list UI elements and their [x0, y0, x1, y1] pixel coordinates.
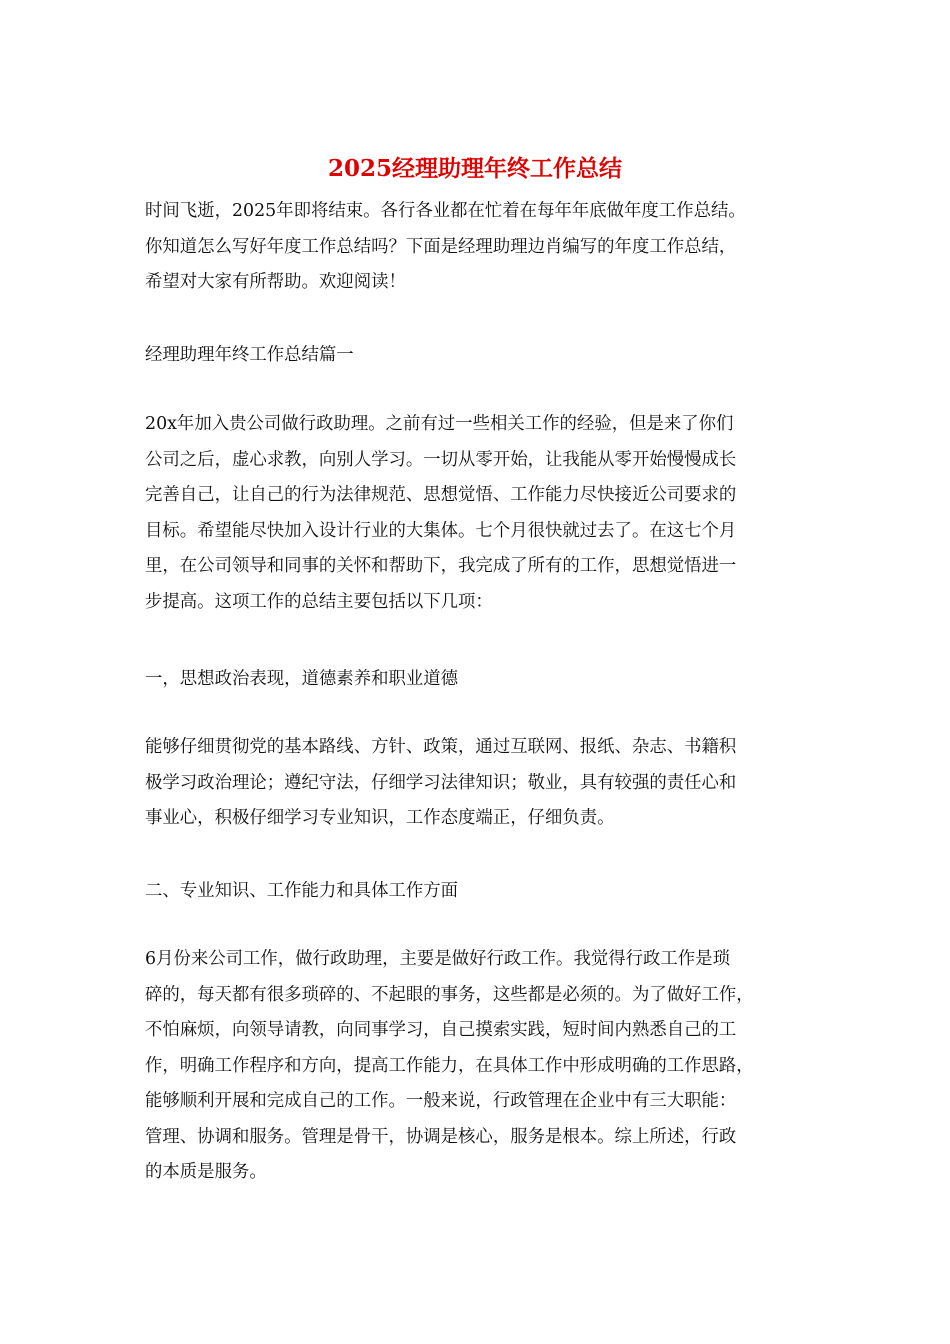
politics-paragraph: 能够仔细贯彻党的基本路线、方针、政策，通过互联网、报纸、杂志、书籍积 极学习政治理论；遵纪守法，仔细学习法律知识；敬业，具有较强的责任心和 事业心，积极仔细学习专业知识，工作态度端正，仔细负责。: [145, 737, 737, 828]
joining-paragraph: 20x年加入贵公司做行政助理。之前有过一些相关工作的经验，但是来了你们 公司之后，虚心求教，向别人学习。一切从零开始，让我能从零开始慢慢成长 完善自己，让自己的行为法律规范、思想觉悟、工作能力尽快接近公司要求的 目标。希望能尽快加入设计行业的大集体。七个月很快就过去了。在这七个月 里，在公司领导和同事的关怀和帮助下，我完成了所有的工作，思想觉悟进一 步提高。这项工作的总结主要包括以下几项：: [145, 414, 737, 612]
work-paragraph: 6月份来公司工作，做行政助理，主要是做好行政工作。我觉得行政工作是琐 碎的，每天都有很多琐碎的、不起眼的事务，这些都是必须的。为了做好工作， 不怕麻烦，向领导请教，向同事学习，自己摸索实践，短时间内熟悉自己的工 作，明确工作程序和方向，提高工作能力，在具体工作中形成明确的工作思路， 能够顺利开展和完成自己的工作。一般来说，行政管理在企业中有三大职能： 管理、协调和服务。管理是骨干，协调是核心，服务是根本。综上所述，行政 的本质是服务。: [145, 949, 754, 1182]
heading-work: 二、专业知识、工作能力和具体工作方面: [145, 881, 459, 901]
heading-politics: 一，思想政治表现，道德素养和职业道德: [145, 669, 459, 689]
intro-paragraph: 时间飞逝，2025年即将结束。各行各业都在忙着在每年年底做年度工作总结。 你知道怎么写好年度工作总结吗？下面是经理助理边肖编写的年度工作总结， 希望对大家有所帮助。欢迎阅读！: [145, 201, 746, 292]
document-title: 2025经理助理年终工作总结: [327, 155, 622, 182]
section-heading: 经理助理年终工作总结篇一: [145, 345, 354, 365]
